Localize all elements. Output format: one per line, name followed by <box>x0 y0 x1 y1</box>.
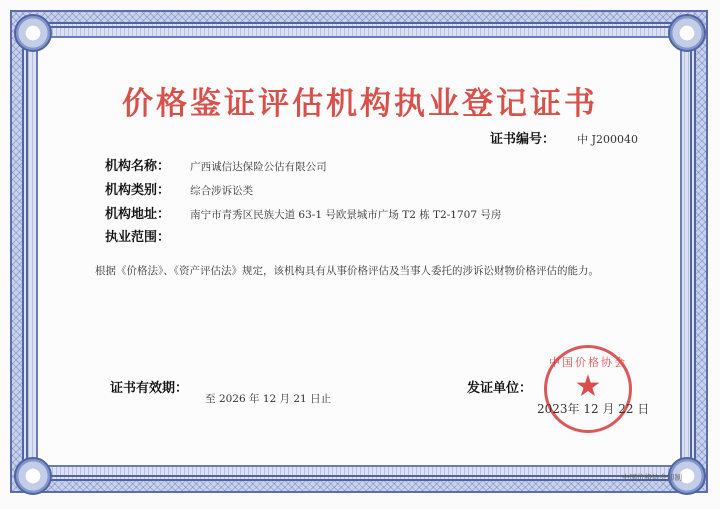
corner-ornament-icon <box>14 14 52 52</box>
certificate-number-value: 中 J200040 <box>577 133 639 146</box>
issue-date: 2023年 12 月 22 日 <box>537 402 650 416</box>
field-row-scope <box>105 226 185 245</box>
official-seal-icon <box>544 345 632 433</box>
field-value: 广西诚信达保险公估有限公司 <box>190 161 327 173</box>
corner-ornament-icon <box>668 14 706 52</box>
field-value: 南宁市青秀区民族大道 63-1 号欧景城市广场 T2 栋 T2-1707 号房 <box>190 209 502 221</box>
certificate-title: 价格鉴证评估机构执业登记证书 <box>122 86 598 122</box>
issuing-authority <box>467 377 532 396</box>
field-label: 执业范围： <box>105 230 171 245</box>
corner-ornament-icon <box>14 457 52 495</box>
printer-note: 中国价格协会印制 <box>622 473 682 482</box>
field-label: 机构名称： <box>105 159 171 174</box>
field-label: 机构类别： <box>105 183 171 198</box>
issuer-label: 发证单位： <box>467 381 533 396</box>
validity-period <box>110 377 332 405</box>
field-row-address <box>105 203 501 222</box>
field-label: 机构地址： <box>105 207 171 222</box>
field-row-name <box>105 155 327 174</box>
legal-basis-statement: 根据《价格法》、《资产评估法》规定，该机构具有从事价格评估及当事人委托的涉诉讼财物价格评估的能力。 <box>95 265 599 277</box>
validity-value: 至 2026 年 12 月 21 日止 <box>205 393 332 405</box>
star-icon: ★ <box>574 369 602 404</box>
certificate-number <box>490 128 638 147</box>
certificate-number-label: 证书编号： <box>490 132 556 147</box>
seal-text: 中国价格协会 <box>549 356 627 369</box>
field-row-category <box>105 179 253 198</box>
field-value: 综合涉诉讼类 <box>190 185 254 197</box>
validity-label: 证书有效期： <box>110 381 189 396</box>
